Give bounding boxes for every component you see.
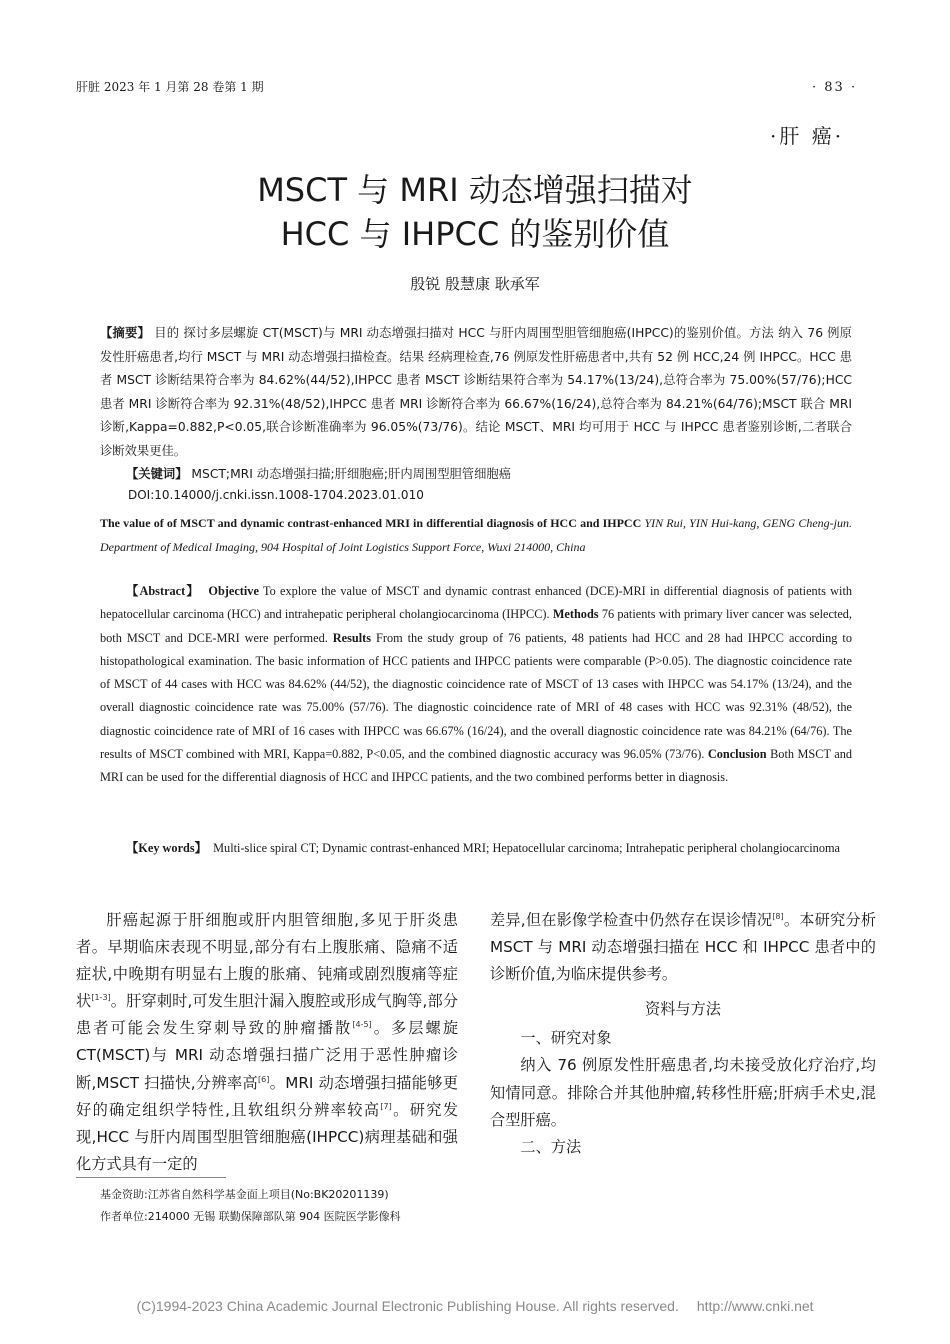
- conclusion-label: Conclusion: [707, 747, 767, 762]
- copyright-footer: [0, 1298, 950, 1314]
- affiliation-footnote: 作者单位:214000 无锡 联勤保障部队第 904 医院医学影像科: [100, 1210, 401, 1223]
- english-keywords-label: 【Key words】: [126, 841, 207, 855]
- conclusion-text: Both MSCT and MRI can be used for the differential diagnosis of HCC and IHPCC patients, and the two combined performs better in diagnosis.: [100, 747, 852, 785]
- english-abstract-label: 【Abstract】: [126, 584, 200, 598]
- citation: [6]: [258, 1074, 270, 1084]
- section-label: ·肝 癌·: [770, 124, 845, 148]
- footnote-divider: [76, 1177, 226, 1178]
- objective-label: Objective: [208, 584, 259, 598]
- keywords-label: 【关键词】: [126, 467, 188, 481]
- body-left-column: [76, 907, 458, 1178]
- section-heading: 资料与方法: [645, 1000, 721, 1019]
- abstract-text: 目的 探讨多层螺旋 CT(MSCT)与 MRI 动态增强扫描对 HCC 与肝内周围型胆管细胞癌(IHPCC)的鉴别价值。方法 纳入 76 例原发性肝癌患者,均行 MSCT 与 MRI 动态增强扫描检查。结果 经病理检查,76 例原发性肝癌患者中,共有 52 例 HCC,24 例 IHPCC。HCC 患者 MSCT 诊断结果符合率为 84.62%(44/52),IHPCC 患者 MSCT 诊断结果符合率为 54.17%(13/24),总符合率为 75.00%(57/76);HCC 患者 MRI 诊断符合率为 92.31%(48/52),IHPCC 患者 MRI 诊断符合率为 66.67%(16/24),总符合率为 84.21%(64/76);MSCT 联合 MRI 诊断,Kappa=0.882,P<0.05,联合诊断准确率为 96.05%(73/76)。结论 MSCT、MRI 均可用于 HCC 与 IHPCC 患者鉴别诊断,二者联合诊断效果更佳。: [100, 326, 852, 458]
- citation: [7]: [380, 1101, 392, 1111]
- funding-footnote: 基金资助:江苏省自然科学基金面上项目(No:BK20201139): [100, 1188, 389, 1201]
- article-title-line-2: HCC 与 IHPCC 的鉴别价值: [280, 215, 670, 253]
- chinese-keywords: [126, 464, 511, 482]
- english-title: The value of of MSCT and dynamic contrast-enhanced MRI in differential diagnosis of HCC and IHPCC: [100, 516, 642, 530]
- citation: [8]: [772, 911, 784, 921]
- page-number: · 83 ·: [812, 80, 858, 95]
- authors: 殷锐 殷慧康 耿承军: [410, 275, 540, 293]
- citation: [4-5]: [352, 1020, 372, 1030]
- subjects-paragraph: 纳入 76 例原发性肝癌患者,均未接受放化疗治疗,均知情同意。排除合并其他肿瘤,转移性肝癌;肝病手术史,混合型肝癌。: [490, 1056, 876, 1129]
- results-text: From the study group of 76 patients, 48 patients had HCC and 28 had IHPCC according to histopathological examination. The basic information of HCC patients and IHPCC patients were comparable (P>0.05). The diagnostic coincidence rate of MSCT of 44 cases with HCC was 84.62% (44/52), the diagnostic coincidence rate of MSCT of 13 cases with IHPCC was 54.17% (13/24), and the overall diagnostic coincidence rate was 75.00% (57/76). The diagnostic coincidence rate of MRI of 48 cases with HCC was 92.31% (48/52), the diagnostic coincidence rate of MRI of 16 cases with IHPCC was 66.67% (16/24), and the overall diagnostic coincidence rate was 84.21% (64/76). The results of MSCT combined with MRI, Kappa=0.882, P<0.05, and the combined diagnostic accuracy was 96.05% (73/76).: [100, 630, 852, 762]
- english-authors-affiliation: YIN Rui, YIN Hui-kang, GENG Cheng-jun. Department of Medical Imaging, 904 Hospital of Joint Logistics Support Force, Wuxi 214000, China: [100, 516, 853, 554]
- doi: DOI:10.14000/j.cnki.issn.1008-1704.2023.01.010: [128, 488, 424, 502]
- subheading-subjects: 一、研究对象: [520, 1029, 612, 1048]
- intro-paragraph: 肝癌起源于肝细胞或肝内胆管细胞,多见于肝炎患者。早期临床表现不明显,部分有右上腹胀痛、隐痛不适症状,中晚期有明显右上腹的胀痛、钝痛或剧烈腹痛等症状[1-3]。肝穿刺时,可发生胆汁漏入腹腔或形成气胸等,部分患者可能会发生穿刺导致的肿瘤播散[4-5]。多层螺旋 CT(MSCT)与 MRI 动态增强扫描广泛用于恶性肿瘤诊断,MSCT 扫描快,分辨率高[6]。MRI 动态增强扫描能够更好的确定组织学特性,且软组织分辨率较高[7]。研究发现,HCC 与肝内周围型胆管细胞癌(IHPCC)病理基础和强化方式具有一定的: [76, 911, 459, 1173]
- citation: [1-3]: [91, 993, 111, 1003]
- body-right-column: [490, 907, 876, 1161]
- results-label: Results: [332, 630, 372, 645]
- article-title-line-1: MSCT 与 MRI 动态增强扫描对: [257, 171, 693, 209]
- english-keywords: [100, 837, 852, 860]
- english-title-block: [100, 512, 852, 559]
- chinese-abstract: [100, 322, 852, 463]
- journal-header: 肝脏 2023 年 1 月第 28 卷第 1 期: [76, 80, 264, 94]
- english-keywords-text: Multi-slice spiral CT; Dynamic contrast-enhanced MRI; Hepatocellular carcinoma; Intrahepatic peripheral cholangiocarcinoma: [213, 841, 841, 855]
- objective-text: To explore the value of MSCT and dynamic contrast enhanced (DCE)-MRI in differential diagnosis of patients with hepatocellular carcinoma (HCC) and intrahepatic peripheral cholangiocarcinoma (IHPCC).: [100, 584, 853, 622]
- abstract-label: 【摘要】: [100, 326, 151, 340]
- keywords-text: MSCT;MRI 动态增强扫描;肝细胞癌;肝内周围型胆管细胞癌: [191, 467, 511, 481]
- english-abstract: [100, 580, 852, 790]
- intro-paragraph-continued: 差异,但在影像学检查中仍然存在误诊情况[8]。本研究分析 MSCT 与 MRI 动态增强扫描在 HCC 和 IHPCC 患者中的诊断价值,为临床提供参考。: [490, 911, 877, 984]
- methods-label: Methods: [552, 607, 599, 622]
- subheading-methods: 二、方法: [520, 1137, 582, 1156]
- methods-text: 76 patients with primary liver cancer was selected, both MSCT and DCE-MRI were performed.: [100, 607, 853, 645]
- copyright-text: (C)1994-2023 China Academic Journal Electronic Publishing House. All rights reserved.: [136, 1298, 679, 1314]
- cnki-link[interactable]: http://www.cnki.net: [696, 1298, 814, 1314]
